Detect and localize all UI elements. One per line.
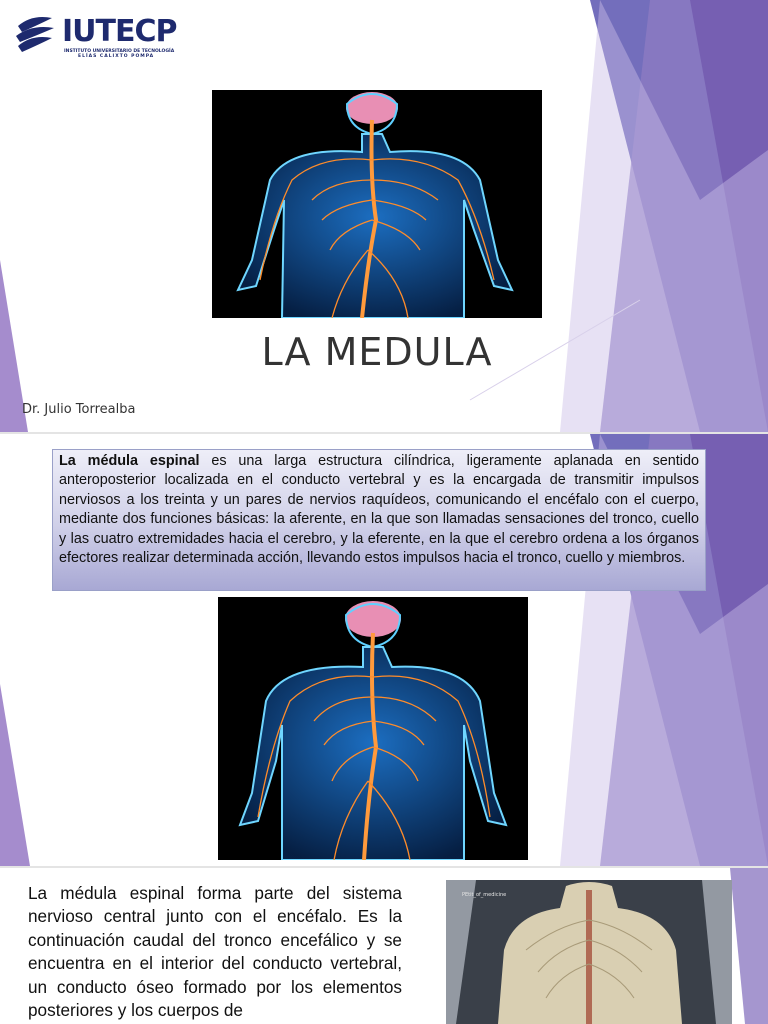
slide-1 <box>0 0 768 432</box>
logo-subtitle-1: INSTITUTO UNIVERSITARIO DE TECNOLOGÍA <box>64 49 175 54</box>
slide-3 <box>0 868 768 1024</box>
logo-subtitle-2: ELÍAS CALIXTO POMPA <box>78 54 155 59</box>
nervous-system-image-2 <box>218 597 528 860</box>
nervous-system-image-1 <box>212 90 542 318</box>
logo-wordmark: IUTECP <box>62 14 177 49</box>
definition-term: La médula espinal <box>59 453 200 469</box>
spinal-dissection-photo <box>446 880 732 1024</box>
body-paragraph: La médula espinal forma parte del sistema nervioso central junto con el encéfalo. Es la continuación caudal del tronco encefálico y se encuentra en el interior del conducto vertebral, un conducto óseo formado por los elementos posteriores y los cuerpos de <box>28 883 402 1021</box>
author-name: Dr. Julio Torrealba <box>22 402 136 417</box>
photo-caption: PEtit_of_medicine <box>462 892 507 898</box>
slide-title: LA MEDULA <box>261 330 493 374</box>
definition-textbox <box>52 449 706 591</box>
definition-text: es una larga estructura cilíndrica, ligeramente aplanada en sentido anteroposterior localizada en el conducto vertebral y es la encargada de transmitir impulsos nerviosos a los treinta y un pares de nervios raquídeos, comunicando el encéfalo con el cuerpo, mediante dos funciones básicas: la aferente, en la que son llamadas sensaciones del tronco, cuello y las cuatro extremidades hacia el cerebro, y la eferente, en la que el cerebro ordena a los órganos efectores realizar determinada acción, llevando estos impulsos hacia el tronco, cuello y miembros. <box>59 453 699 567</box>
iutecp-logo <box>14 12 189 58</box>
iutecp-emblem-icon <box>14 12 58 56</box>
slide-2 <box>0 434 768 866</box>
